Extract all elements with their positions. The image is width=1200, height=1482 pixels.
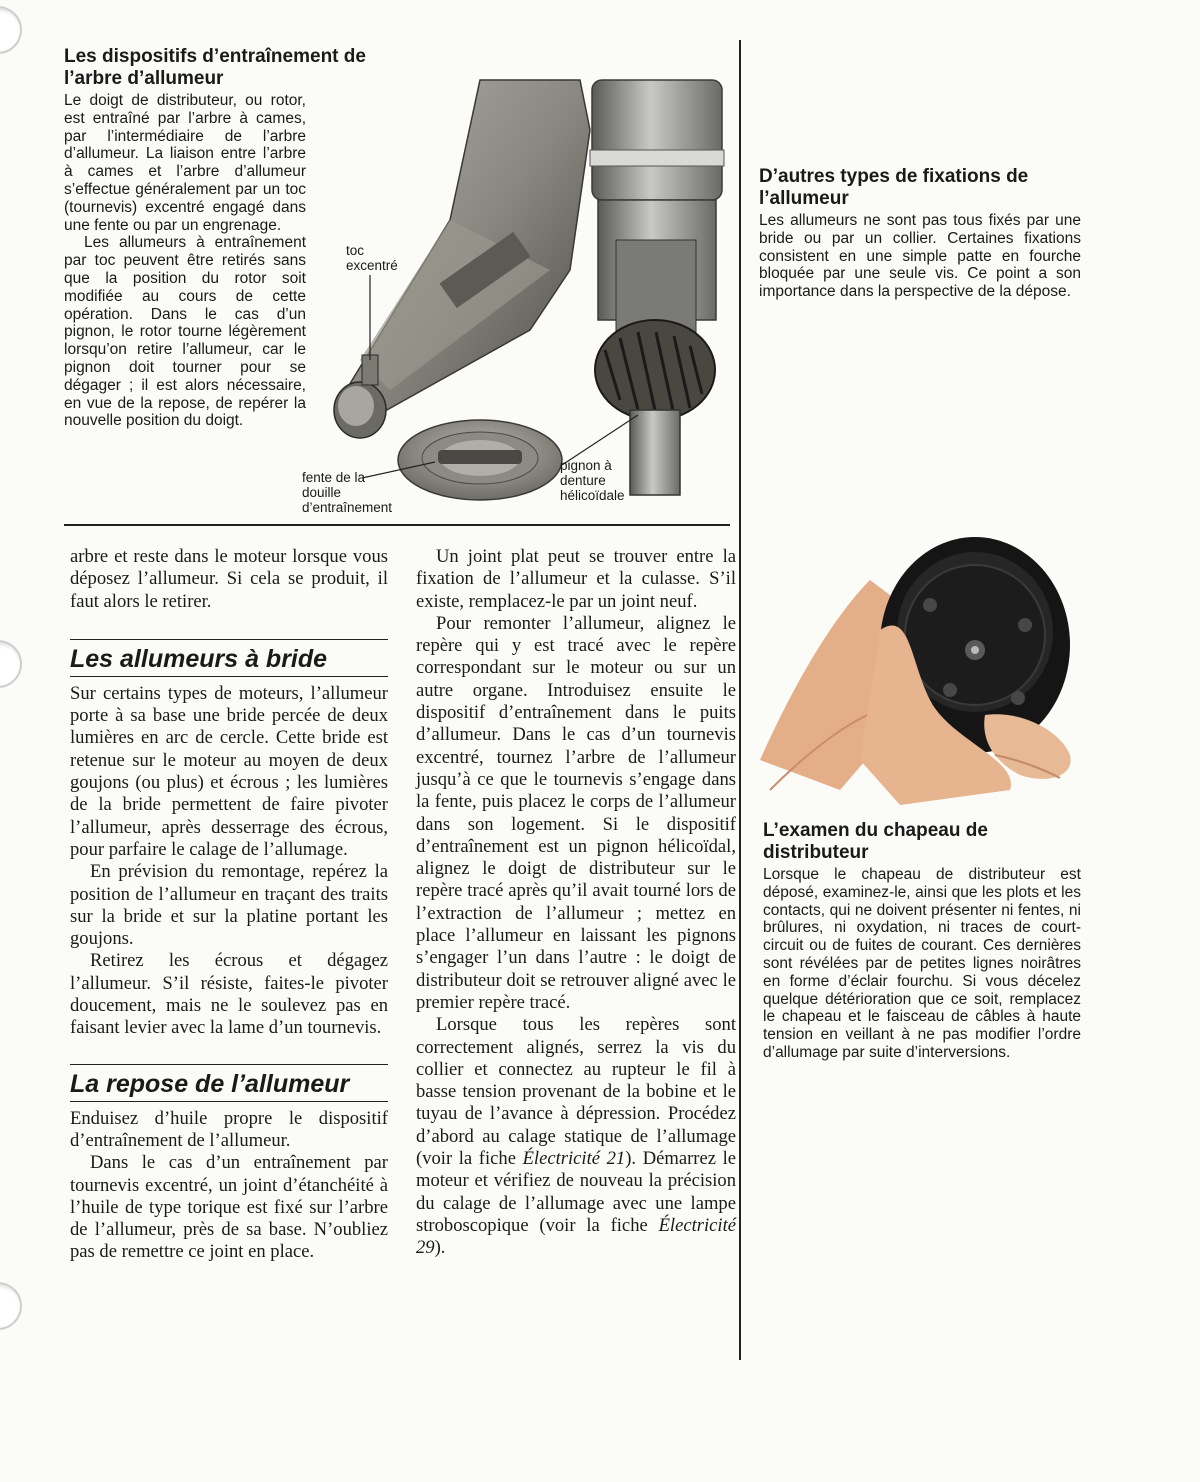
binder-hole-middle xyxy=(0,640,22,688)
article-cap-inspection xyxy=(763,820,1081,1062)
article-drive-paragraph-2: Les allumeurs à entraînement par toc peuvent être retirés sans que la position du rotor soit modifiée au cours de cette opération. Dans le cas d’un pignon, le rotor tourne légèrement lorsqu’on retire l’allumeur, car le pignon doit tourner pour se dégager ; il est alors nécessaire, en vue de la repose, de repérer la nouvelle position du doigt. xyxy=(64,234,306,430)
label-pignon-helicoidal: pignon à denture hélicoïdale xyxy=(560,458,625,503)
paragraph-3-part-c: ). xyxy=(434,1237,446,1259)
section-bride-paragraph-2: En prévision du remontage, repérez la position de l’allumeur en traçant des traits sur la bride et sur la platine portant les goujons. xyxy=(70,861,388,950)
section-bride-body xyxy=(70,683,388,1040)
article-other-fixings-body: Les allumeurs ne sont pas tous fixés par une bride ou par un collier. Certaines fixations consistent en une simple patte en fourche bloquée par une seule vis. Ce point a son importance dans la perspective de la dépose. xyxy=(759,212,1081,301)
article-drive-title: Les dispositifs d’entraînement de l’arbre d’allumeur xyxy=(64,46,366,89)
section-repose-body xyxy=(70,1108,388,1264)
column-2-paragraph-2: Pour remonter l’allumeur, alignez le repère qui y est tracé avec le repère correspondant sur le moteur ou sur un autre organe. Introduisez ensuite le dispositif d’entraînement dans le puits d’allumeur. Dans le cas d’un tournevis excentré, tournez l’arbre de l’allumeur jusqu’à ce que le tournevis s’engage dans la fente, puis placez le corps de l’allumeur dans son logement. Si le dispositif d’entraînement est un pignon hélicoïdal, alignez le doigt de distributeur sur le repère tracé après qu’il avait tourné lors de l’extraction de l’allumeur ; mettez en place l’allumeur en laissant les pignons s’engager l’un dans l’autre : le doigt de distributeur doit se retrouver aligné avec le premier repère tracé. xyxy=(416,612,736,1013)
reference-electricite-21: Électricité 21 xyxy=(522,1148,626,1170)
article-drive-paragraph-1: Le doigt de distributeur, ou rotor, est entraîné par l’arbre à cames, par l’intermédiaire de l’arbre d’allumeur. La liaison entre l’arbre à cames et l’arbre d’allumeur s’effectue généralement par un toc (tournevis) excentré engagé dans une fente ou par un engrenage. xyxy=(64,92,306,234)
column-rule-vertical xyxy=(739,40,741,1360)
column-2 xyxy=(416,546,736,1260)
paragraph-3-part-a: Lorsque tous les repères sont correctement alignés, serrez la vis du collier et connectez au rupteur le fil à basse tension provenant de la bobine et le tuyau de l’avance à dépression. Procédez d’abord au calage statique de l’allumage (voir la fiche xyxy=(416,1014,736,1170)
article-cap-inspection-title: L’examen du chapeau de distributeur xyxy=(763,820,988,863)
label-fente-douille: fente de la douille d’entraînement xyxy=(302,470,393,515)
column-2-paragraph-3 xyxy=(416,1014,736,1259)
label-toc-excentre: toc excentré xyxy=(346,243,398,273)
distributor-cap-photo xyxy=(760,520,1090,805)
section-bride-paragraph-3: Retirez les écrous et dégagez l’allumeur. S’il résiste, faites-le pivoter doucement, mais ne le soulevez pas en faisant levier avec la lame d’un tournevis. xyxy=(70,950,388,1039)
article-other-fixings-title: D’autres types de fixations de l’allumeur xyxy=(759,166,1029,209)
article-other-fixings xyxy=(759,166,1081,301)
column-1-continuation: arbre et reste dans le moteur lorsque vous déposez l’allumeur. Si cela se produit, il faut alors le retirer. xyxy=(70,546,388,612)
paragraph-3-part-b: ). Démarrez le moteur et vérifiez de nouveau la précision du calage de l’allumage avec une lampe stroboscopique (voir la fiche xyxy=(416,1148,737,1236)
section-bride-header xyxy=(70,639,388,677)
section-repose-title: La repose de l’allumeur xyxy=(70,1069,350,1098)
binder-hole-bottom xyxy=(0,1282,22,1330)
column-1 xyxy=(70,546,388,1264)
binder-hole-top xyxy=(0,6,22,54)
section-bride-paragraph-1: Sur certains types de moteurs, l’allumeur porte à sa base une bride percée de deux lumières en arc de cercle. Cette bride est retenue sur le moteur au moyen de deux goujons (ou plus) et écrous ; les lumières de la bride permettent de faire pivoter l’allumeur, après desserrage des écrous, pour parfaire le calage de l’allumage. xyxy=(70,682,388,860)
section-repose-paragraph-2: Dans le cas d’un entraînement par tournevis excentré, un joint d’étanchéité à l’huile de type torique est fixé sur l’arbre de l’allumeur, près de sa base. N’oubliez pas de remettre ce joint en place. xyxy=(70,1152,388,1263)
article-drive xyxy=(64,46,366,430)
article-drive-body xyxy=(64,92,306,430)
drive-mechanisms-illustration xyxy=(300,70,730,520)
section-repose-header xyxy=(70,1064,388,1102)
section-bride-title: Les allumeurs à bride xyxy=(70,644,328,673)
column-2-paragraph-1: Un joint plat peut se trouver entre la fixation de l’allumeur et la culasse. S’il existe, remplacez-le par un joint neuf. xyxy=(416,546,736,612)
section-repose-paragraph-1: Enduisez d’huile propre le dispositif d’entraînement de l’allumeur. xyxy=(70,1107,388,1151)
article-cap-inspection-body: Lorsque le chapeau de distributeur est déposé, examinez-le, ainsi que les plots et les contacts, qui ne doivent présenter ni fentes, ni brûlures, ni oxydation, ni traces de court-circuit ou de fuites de courant. Ces dernières sont révélées par de petites lignes noirâtres en forme d’éclair fourchu. Si vous décelez quelque détérioration que ce soit, remplacez le chapeau et le faisceau de câbles à haute tension en veillant à ne pas modifier l’ordre d’allumage par suite d’interversions. xyxy=(763,866,1081,1061)
reference-electricite-29: Électricité 29 xyxy=(416,1214,736,1259)
figure-rule-horizontal xyxy=(64,524,730,526)
